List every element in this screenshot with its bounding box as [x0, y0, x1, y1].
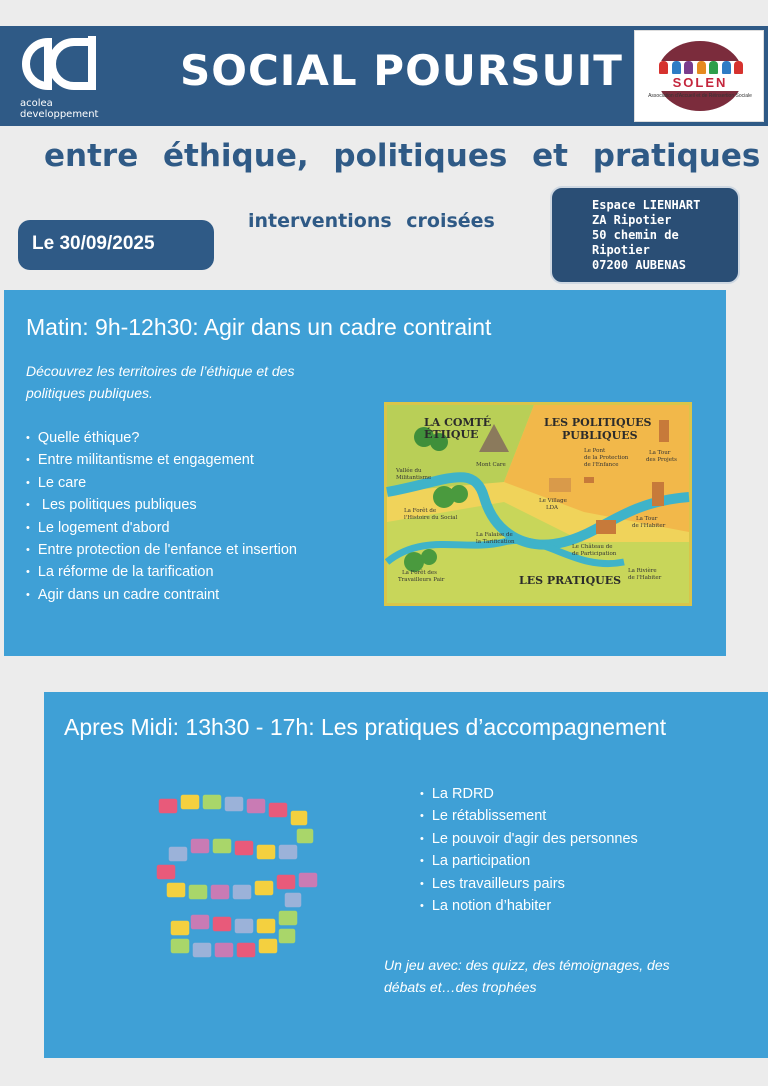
morning-intro-line2: politiques publiques. — [26, 385, 153, 401]
afternoon-panel — [44, 692, 768, 1058]
map-place: La Forêt de — [404, 508, 437, 514]
map-label: LES PRATIQUES — [519, 574, 622, 587]
solen-subtitle: Association d'Accueil et de Réinsertion Sociale — [648, 93, 752, 99]
morning-topic-list — [26, 428, 297, 607]
list-item: • Les travailleurs pairs — [420, 874, 638, 896]
map-place: de l'Habiter — [632, 523, 666, 529]
map-place: La Falaise de — [476, 532, 513, 538]
map-place: La Rivière — [628, 568, 657, 574]
logo-text-line2: developpement — [20, 109, 99, 120]
map-place: Vallée du — [396, 468, 422, 474]
morning-panel — [4, 290, 726, 656]
address-line: ZA Ripotier — [592, 213, 672, 227]
list-item: • La notion d’habiter — [420, 896, 638, 918]
list-item: • Le care — [26, 473, 297, 495]
afternoon-topic-list — [420, 784, 638, 918]
morning-intro — [26, 360, 294, 404]
logo-text-line1: acolea — [20, 98, 53, 109]
address-line: Espace LIENHART — [592, 198, 701, 212]
list-item: • Les politiques publiques — [26, 495, 297, 517]
event-tagline: interventions croisées — [248, 210, 495, 232]
solen-name: SOLEN — [672, 75, 728, 90]
list-item: • Agir dans un cadre contraint — [26, 585, 297, 607]
event-subtitle: entre éthique, politiques et pratiques — [44, 138, 761, 174]
map-place: Militantisme — [396, 475, 432, 481]
map-place: La Tour — [649, 450, 671, 456]
territory-map-illustration — [384, 402, 692, 606]
game-description-line2: débats et…des trophées — [384, 979, 537, 995]
map-place: l'Histoire du Social — [404, 515, 458, 521]
map-label: ÉTIIQUE — [424, 428, 479, 441]
map-place: Le Village — [539, 498, 567, 504]
map-place: de Participation — [572, 551, 617, 557]
solen-logo — [634, 30, 764, 122]
map-place: de l'Habiter — [628, 575, 662, 581]
map-place: Travailleurs Pair — [398, 577, 445, 583]
game-description-line1: Un jeu avec: des quizz, des témoignages, des — [384, 957, 670, 973]
list-item: • Entre protection de l'enfance et insertion — [26, 540, 297, 562]
date-badge: Le 30/09/2025 — [18, 220, 214, 270]
map-place: Mont Care — [476, 462, 506, 468]
address-line: 07200 AUBENAS — [592, 258, 686, 272]
map-place: LDA — [546, 505, 559, 511]
page-title: SOCIAL POURSUIT — [180, 46, 623, 95]
map-label: PUBLIQUES — [562, 429, 638, 442]
address-line: Ripotier — [592, 243, 650, 257]
list-item: • Le rétablissement — [420, 806, 638, 828]
map-place: Le Pont — [584, 448, 606, 454]
map-place: de la Protection — [584, 455, 629, 461]
game-description — [384, 954, 670, 998]
morning-heading: Matin: 9h-12h30: Agir dans un cadre contraint — [26, 314, 492, 340]
list-item: • La RDRD — [420, 784, 638, 806]
list-item: • Quelle éthique? — [26, 428, 297, 450]
list-item: • Le logement d'abord — [26, 518, 297, 540]
people-icon — [659, 61, 743, 75]
map-place: La Tour — [636, 516, 658, 522]
list-item: • La réforme de la tarification — [26, 562, 297, 584]
address-line: 50 chemin de — [592, 228, 679, 242]
acolea-logo — [18, 34, 108, 122]
header-banner — [0, 26, 768, 126]
map-label: LES POLITIQUES — [544, 416, 652, 429]
map-label: LA COMTÉ — [424, 416, 492, 429]
acolea-logo-mark-icon — [18, 34, 102, 94]
map-place: la Tarification — [476, 539, 515, 545]
list-item: • Entre militantisme et engagement — [26, 450, 297, 472]
map-place: de l'Enfance — [584, 462, 619, 468]
map-place: Le Château de — [572, 544, 613, 550]
list-item: • La participation — [420, 851, 638, 873]
morning-intro-line1: Découvrez les territoires de l’éthique et des — [26, 363, 295, 379]
map-place: des Projets — [646, 457, 677, 463]
list-item: • Le pouvoir d'agir des personnes — [420, 829, 638, 851]
afternoon-heading: Apres Midi: 13h30 - 17h: Les pratiques d’accompagnement — [64, 714, 667, 740]
address-box — [550, 186, 740, 284]
board-game-snake-icon — [148, 788, 328, 968]
map-place: La Forêt des — [402, 570, 437, 576]
